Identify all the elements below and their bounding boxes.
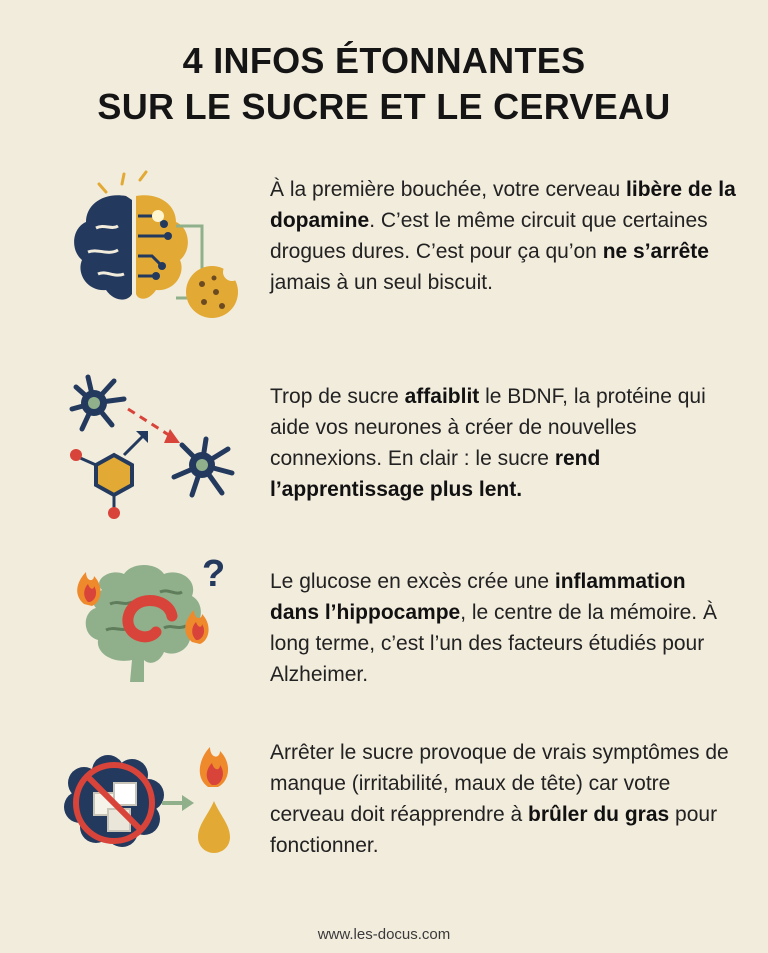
- no-sugar-fat-burn-icon: [52, 735, 242, 895]
- title-line-1: 4 INFOS ÉTONNANTES: [182, 40, 586, 81]
- fact-emphasis: libère de la dopamine: [270, 178, 736, 232]
- fact-emphasis: rend l’apprentissage plus lent.: [270, 447, 601, 501]
- fact-text-segment: Le glucose en excès crée une: [270, 570, 555, 593]
- fact-emphasis: ne s’arrête: [602, 240, 709, 263]
- fact-text-segment: Trop de sucre: [270, 385, 405, 408]
- fact-text-segment: , le centre de la mémoire. À long terme, c’est l’un des facteurs étudiés pour Alzheimer.: [270, 601, 717, 686]
- inflamed-brain-icon: [52, 550, 242, 710]
- page-title: [0, 38, 768, 130]
- brain-cookie-icon: [52, 170, 242, 330]
- svg-text:?: ?: [202, 553, 226, 595]
- fact-text-2: [270, 381, 740, 505]
- fact-emphasis: brûler du gras: [528, 803, 670, 826]
- fact-text-segment: le BDNF, la protéine qui aide vos neurones à créer de nouvelles connexions. En clair : le sucre: [270, 385, 706, 470]
- title-line-2: SUR LE SUCRE ET LE CERVEAU: [97, 86, 671, 127]
- fact-text-segment: Arrêter le sucre provoque de vrais symptômes de manque (irritabilité, maux de tête) car votre cerveau doit réapprendre à: [270, 741, 729, 826]
- neurons-molecule-icon: [52, 365, 242, 525]
- fact-text-1: [270, 174, 740, 298]
- fact-text-segment: jamais à un seul biscuit.: [270, 271, 493, 294]
- fact-emphasis: inflammation dans l’hippocampe: [270, 570, 686, 624]
- fact-text-segment: . C’est le même circuit que certaines drogues dures. C’est pour ça qu’on: [270, 209, 708, 263]
- fact-emphasis: affaiblit: [404, 385, 480, 408]
- fact-text-3: [270, 566, 740, 690]
- fact-text-segment: À la première bouchée, votre cerveau: [270, 178, 627, 201]
- footer-url: www.les-docus.com: [317, 926, 451, 943]
- fact-text-4: [270, 737, 740, 861]
- fact-text-segment: pour fonctionner.: [270, 803, 718, 857]
